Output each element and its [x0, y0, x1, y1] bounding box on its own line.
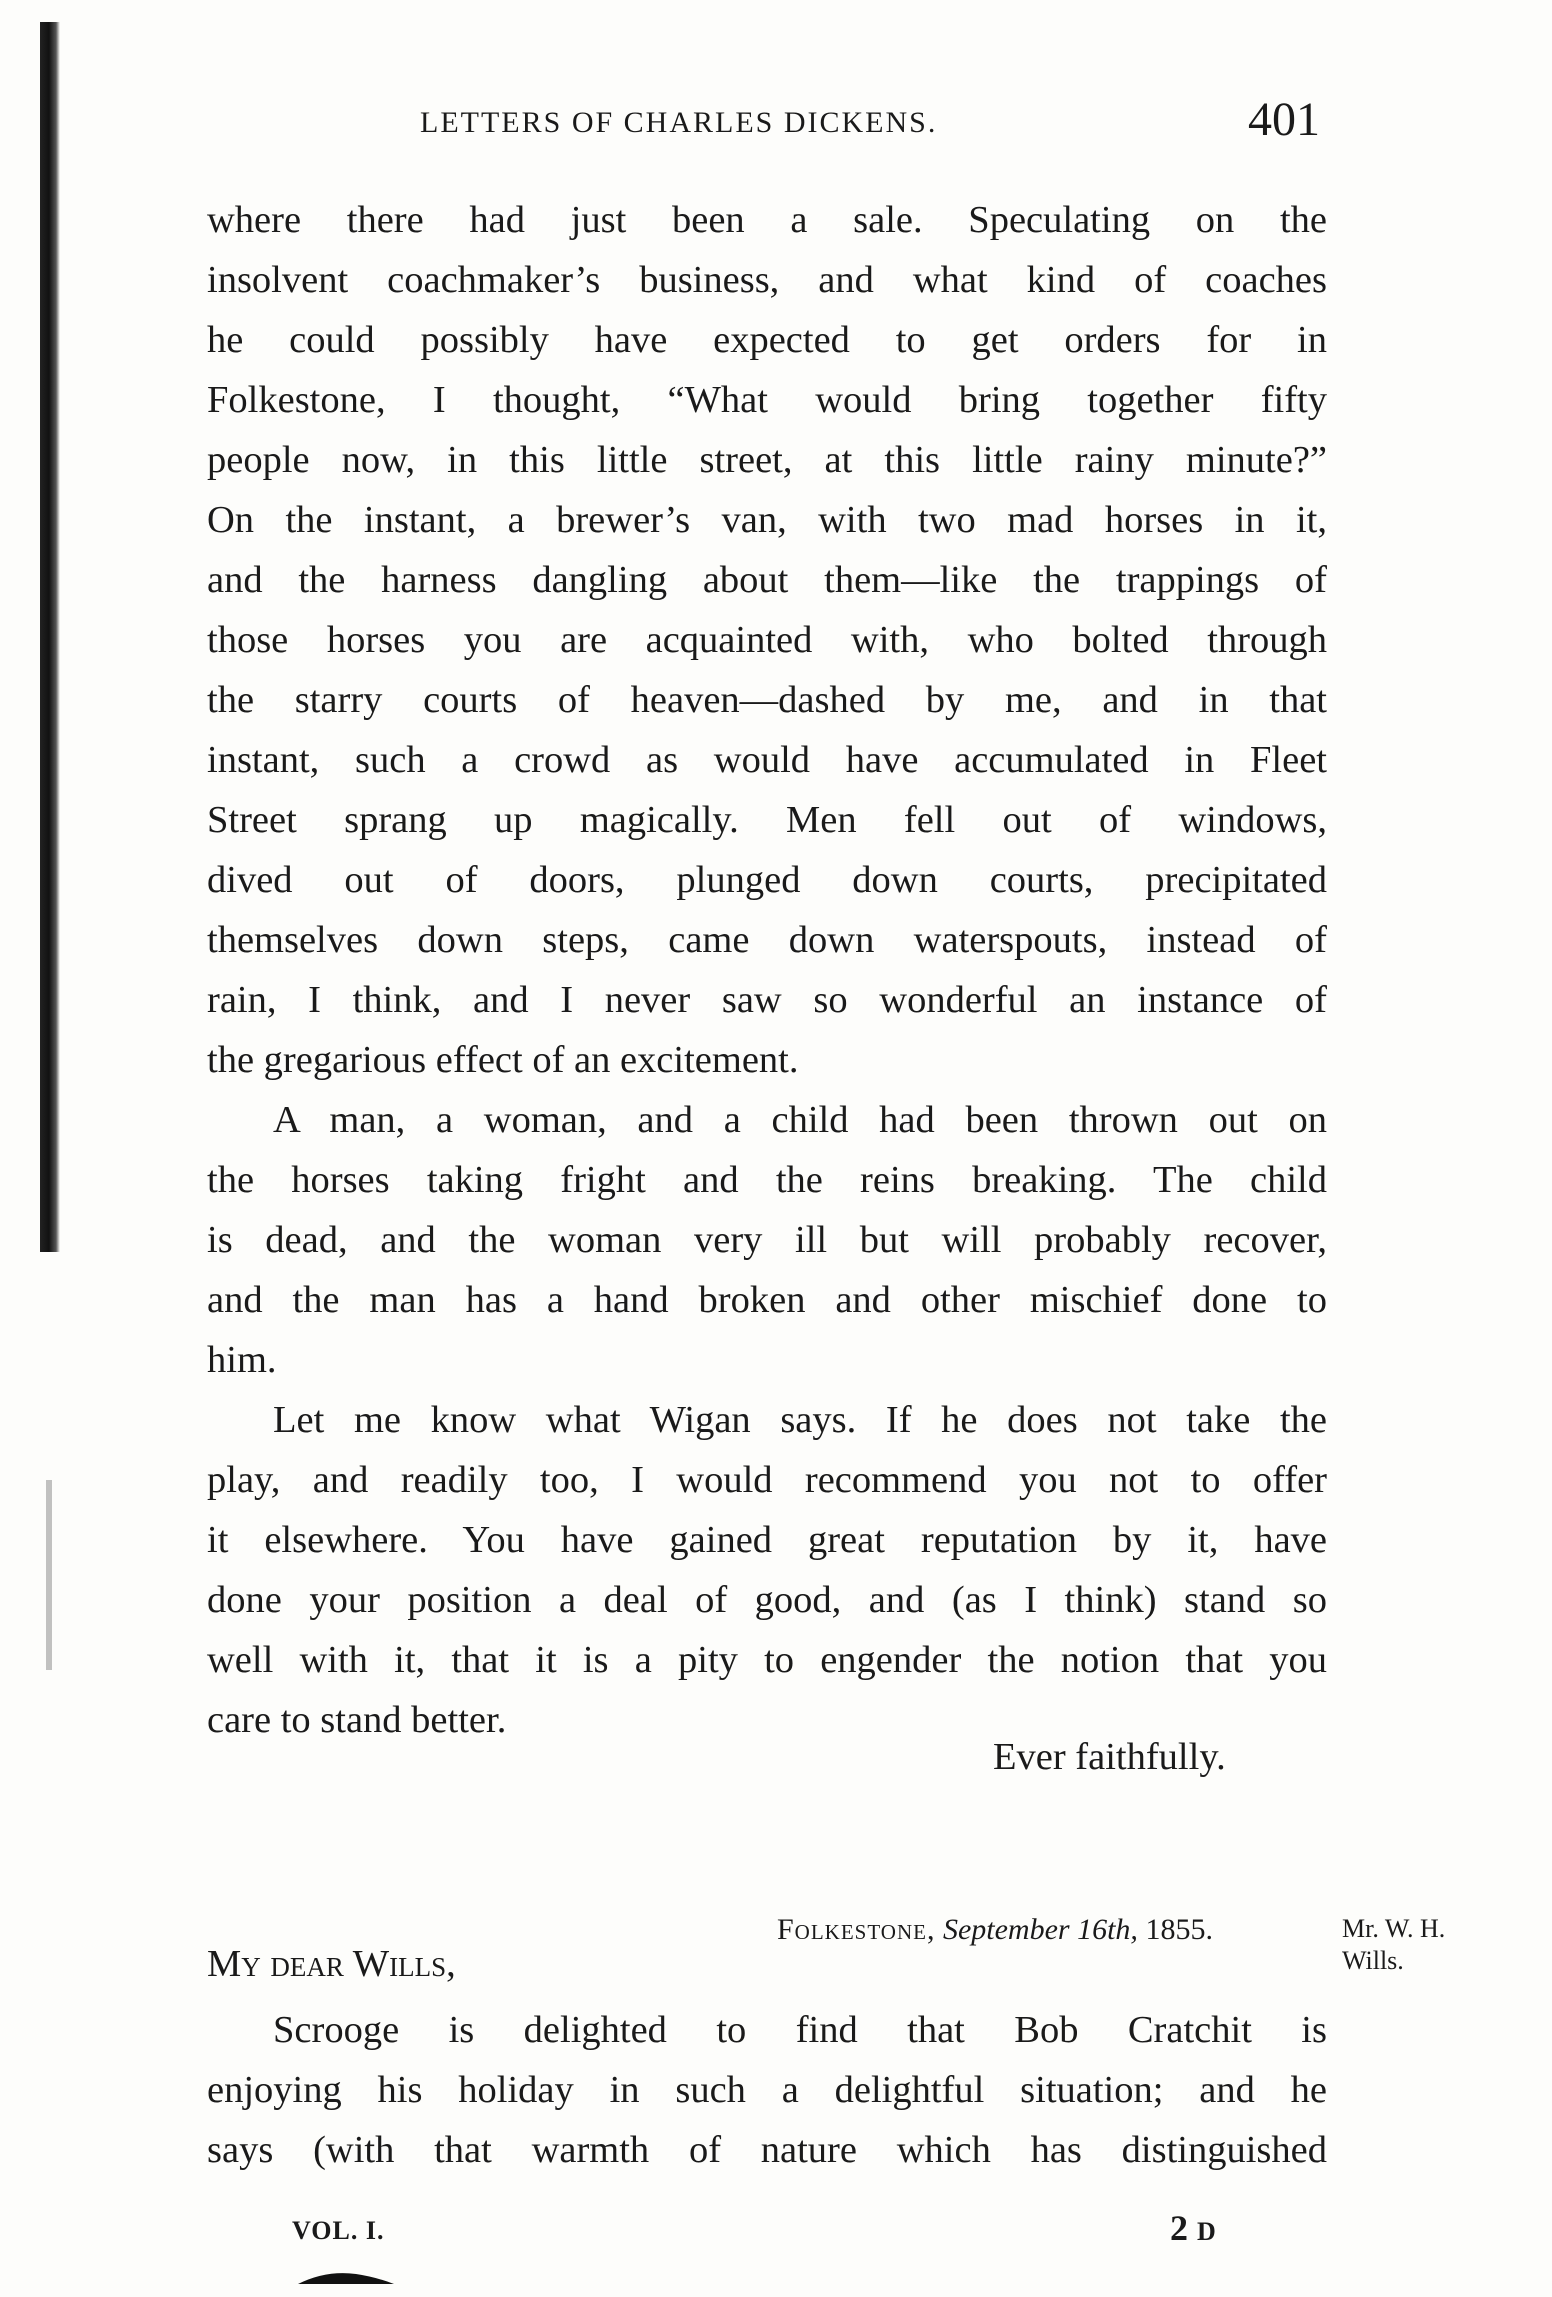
recipient-line: Mr. W. H.	[1342, 1914, 1446, 1943]
recipient-note	[1342, 1913, 1445, 1977]
text-line: insolvent coachmaker’s business, and what kind of coaches	[207, 259, 1327, 301]
text-line: where there had just been a sale. Speculating on the	[207, 199, 1327, 241]
text-line: Folkestone, I thought, “What would bring together fifty	[207, 379, 1327, 421]
text-line: it elsewhere. You have gained great reputation by it, have	[207, 1519, 1327, 1561]
text-line: themselves down steps, came down waterspouts, instead of	[207, 919, 1327, 961]
recipient-line: Wills.	[1342, 1946, 1404, 1975]
text-line: A man, a woman, and a child had been thrown out on	[273, 1099, 1327, 1141]
text-line: play, and readily too, I would recommend you not to offer	[207, 1459, 1327, 1501]
text-line: and the man has a hand broken and other mischief done to	[207, 1279, 1327, 1321]
letter-dateline	[777, 1913, 1213, 1947]
signature-mark	[1170, 2207, 1216, 2249]
text-line: the starry courts of heaven—dashed by me, and in that	[207, 679, 1327, 721]
text-line: and the harness dangling about them—like the trappings of	[207, 559, 1327, 601]
text-line: enjoying his holiday in such a delightful situation; and he	[207, 2069, 1327, 2111]
signature-letter: D	[1197, 2217, 1216, 2246]
letter-body	[207, 190, 1327, 1750]
text-line: Scrooge is delighted to find that Bob Cratchit is	[273, 2009, 1327, 2051]
dateline-month: September	[942, 1913, 1070, 1946]
closing: Ever faithfully.	[993, 1736, 1226, 1778]
signature-number: 2	[1170, 2208, 1188, 2248]
text-line: well with it, that it is a pity to engender the notion that you	[207, 1639, 1327, 1681]
text-line: care to stand better.	[207, 1699, 507, 1741]
page-number: 401	[1248, 93, 1320, 146]
text-line: those horses you are acquainted with, who bolted through	[207, 619, 1327, 661]
dateline-day: 16th,	[1077, 1913, 1138, 1946]
dateline-place: Folkestone,	[777, 1913, 936, 1946]
text-line: people now, in this little street, at this little rainy minute?”	[207, 439, 1327, 481]
text-line: him.	[207, 1339, 277, 1381]
text-line: the horses taking fright and the reins breaking. The child	[207, 1159, 1327, 1201]
text-line: instant, such a crowd as would have accumulated in Fleet	[207, 739, 1327, 781]
text-line: says (with that warmth of nature which has distinguished	[207, 2129, 1327, 2171]
printer-ornament-icon	[296, 2268, 396, 2286]
text-line: On the instant, a brewer’s van, with two mad horses in it,	[207, 499, 1327, 541]
text-line: the gregarious effect of an excitement.	[207, 1039, 799, 1081]
text-line: done your position a deal of good, and (as I think) stand so	[207, 1579, 1327, 1621]
text-line: he could possibly have expected to get orders for in	[207, 319, 1327, 361]
binding-edge-mark	[46, 1480, 52, 1670]
salutation: My dear Wills,	[207, 1943, 456, 1985]
running-title: LETTERS OF CHARLES DICKENS.	[420, 106, 938, 139]
volume-label: VOL. I.	[292, 2216, 385, 2245]
text-line: is dead, and the woman very ill but will probably recover,	[207, 1219, 1327, 1261]
page-header	[420, 92, 1320, 152]
text-line: Street sprang up magically. Men fell out of windows,	[207, 799, 1327, 841]
text-line: rain, I think, and I never saw so wonderful an instance of	[207, 979, 1327, 1021]
dateline-year: 1855.	[1145, 1913, 1213, 1946]
letter2-body	[207, 2000, 1327, 2180]
binding-edge-shadow	[40, 22, 60, 1252]
text-line: dived out of doors, plunged down courts, precipitated	[207, 859, 1327, 901]
text-line: Let me know what Wigan says. If he does not take the	[273, 1399, 1327, 1441]
